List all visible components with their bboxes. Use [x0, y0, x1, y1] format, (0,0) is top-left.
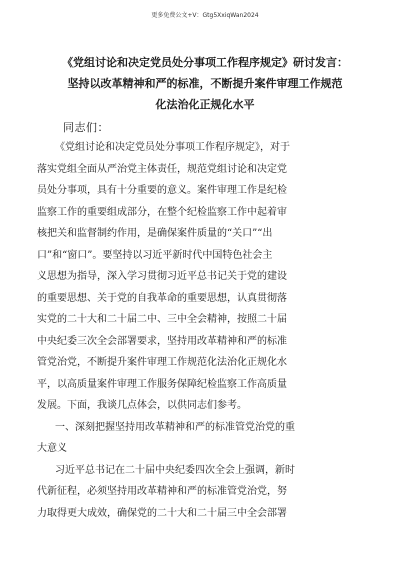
- title-line: 坚持以改革精神和严的标准，不断提升案件审理工作规范: [67, 77, 343, 90]
- body-line: 实党的二十大和二十届二中、三中全会精神，按照二十届: [37, 314, 287, 325]
- body-line: 平，以高质量案件审理工作服务保障纪检监察工作高质量: [37, 378, 287, 390]
- body-line: 《党组讨论和决定党员处分事项工作程序规定》，对于: [55, 142, 290, 153]
- body-line: 代新征程，必须坚持用改革精神和严的标准管党治党，努: [37, 486, 287, 497]
- title-line: 化法治化正规化水平: [155, 98, 255, 111]
- body-line: 监察工作的重要组成部分，在整个纪检监察工作中起着审: [37, 206, 287, 218]
- body-line: 核把关和监督制约作用，是确保案件质量的“关口”“出: [37, 228, 273, 239]
- body-line: 习近平总书记在二十届中央纪委四次全会上强调，新时: [55, 464, 295, 476]
- section-heading-line: 一、深刻把握坚持用改革精神和严的标准管党治党的重: [55, 421, 295, 433]
- body-line: 管党治党，不断提升案件审理工作规范化法治化正规化水: [37, 357, 287, 368]
- body-line: 落实党组全面从严治党主体责任，规范党组讨论和决定党: [37, 163, 287, 175]
- salutation: 同志们：: [63, 121, 109, 134]
- body-line: 中央纪委三次全会部署要求，坚持用改革精神和严的标准: [37, 335, 287, 347]
- body-line: 员处分事项，具有十分重要的意义。案件审理工作是纪检: [37, 185, 287, 196]
- body-line: 口”和“窗口”。要坚持以习近平新时代中国特色社会主: [37, 249, 273, 261]
- page-header: 更多免费公文+V：Gtg5XxiqWan2024: [151, 12, 259, 19]
- body-line: 的重要思想、关于党的自我革命的重要思想，认真贯彻落: [37, 292, 287, 304]
- body-line: 发展。下面，我谈几点体会，以供同志们参考。: [37, 400, 247, 411]
- document-title: [40, 52, 370, 115]
- body-line: 力取得更大成效，确保党的二十大和二十届三中全会部署: [37, 507, 287, 519]
- title-line: 《党组讨论和决定党员处分事项工作程序规定》研讨发言：: [62, 56, 348, 69]
- body-line: 义思想为指导，深入学习贯彻习近平总书记关于党的建设: [37, 271, 287, 282]
- section-heading-line: 大意义: [37, 443, 67, 454]
- document-body: [37, 137, 373, 524]
